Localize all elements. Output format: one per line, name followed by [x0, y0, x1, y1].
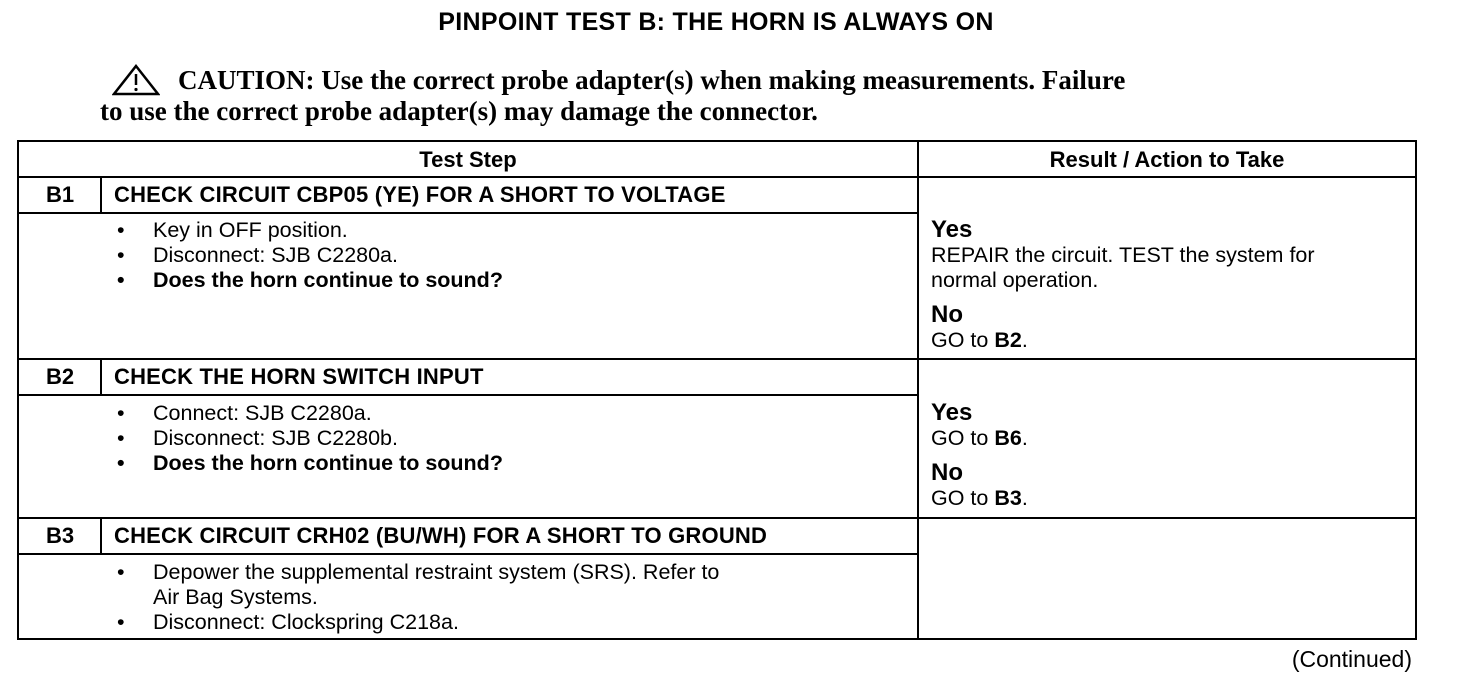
no-label: No — [931, 459, 963, 486]
step-bullets-b3 — [117, 560, 719, 635]
header-test-step: Test Step — [419, 147, 517, 172]
result-b2 — [931, 399, 1028, 511]
yes-action-cont: normal operation. — [931, 268, 1099, 292]
page-title: PINPOINT TEST B: THE HORN IS ALWAYS ON — [438, 8, 994, 36]
list-item: • Disconnect: Clockspring C218a. — [117, 610, 459, 634]
caution-line-1: CAUTION: Use the correct probe adapter(s) when making measurements. Failure — [178, 65, 1126, 95]
step-bullets-b2 — [117, 401, 503, 476]
step-bullets-b1 — [117, 218, 503, 293]
no-label: No — [931, 301, 963, 328]
continued-note: (Continued) — [1291, 646, 1412, 672]
result-b1 — [931, 216, 1315, 353]
pinpoint-test-table — [17, 140, 1417, 640]
step-id-b2: B2 — [45, 364, 75, 389]
warning-triangle-icon — [112, 64, 160, 96]
list-item: • Connect: SJB C2280a. — [117, 401, 372, 425]
caution-line-2: to use the correct probe adapter(s) may damage the connector. — [100, 96, 818, 126]
list-item: • Disconnect: SJB C2280a. — [117, 243, 398, 267]
yes-action: GO to B6. — [931, 426, 1028, 450]
list-item: • Depower the supplemental restraint system (SRS). Refer to Air Bag Systems. — [117, 560, 720, 609]
step-heading-b1: CHECK CIRCUIT CBP05 (YE) FOR A SHORT TO VOLTAGE — [114, 182, 726, 207]
step-id-b3: B3 — [45, 523, 75, 548]
yes-label: Yes — [931, 399, 973, 426]
step-id-b1: B1 — [45, 182, 75, 207]
list-item: • Disconnect: SJB C2280b. — [117, 426, 398, 450]
no-action: GO to B2. — [931, 328, 1028, 352]
step-heading-b2: CHECK THE HORN SWITCH INPUT — [114, 364, 484, 389]
yes-action: REPAIR the circuit. TEST the system for — [931, 243, 1315, 267]
list-item: • Key in OFF position. — [117, 218, 348, 242]
step-heading-b3: CHECK CIRCUIT CRH02 (BU/WH) FOR A SHORT TO GROUND — [114, 523, 768, 548]
list-item: • Does the horn continue to sound? — [117, 268, 503, 292]
yes-label: Yes — [931, 216, 973, 243]
caution-notice — [100, 64, 1340, 126]
no-action: GO to B3. — [931, 486, 1028, 510]
list-item: • Does the horn continue to sound? — [117, 451, 503, 475]
header-result-action: Result / Action to Take — [1049, 147, 1285, 172]
